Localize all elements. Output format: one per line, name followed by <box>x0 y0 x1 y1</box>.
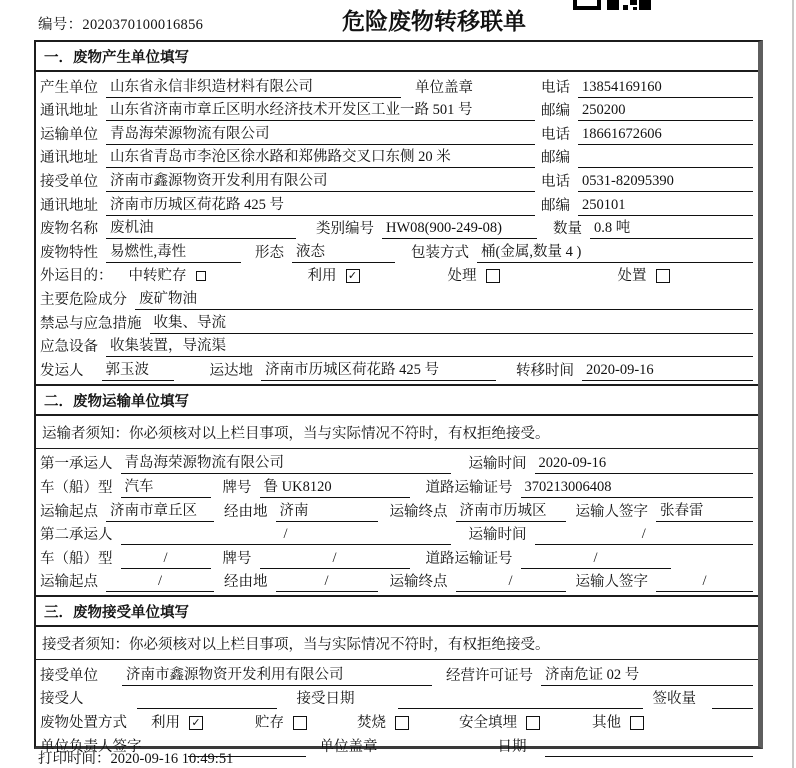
field-label: 运输单位 <box>40 126 98 143</box>
field-value <box>137 690 277 709</box>
field-value: / <box>656 572 753 592</box>
field-label: 通讯地址 <box>40 103 98 120</box>
field-value: 山东省永信非织造材料有限公司 <box>106 78 401 98</box>
field-label: 日期 <box>497 738 527 755</box>
field-value: 2020-09-16 <box>535 454 754 474</box>
checkbox-item <box>151 714 203 733</box>
field-value: / <box>121 525 451 545</box>
field-label: 转移时间 <box>516 362 574 379</box>
field-label: 车（船）型 <box>40 550 113 567</box>
checkbox-unchecked-icon <box>395 716 409 730</box>
form-row <box>40 310 753 334</box>
field-label: 邮编 <box>541 103 570 120</box>
field-value: 汽车 <box>121 478 211 498</box>
form-section-1 <box>36 42 758 384</box>
doc-number-label: 编号： <box>38 17 83 33</box>
field-value: 济南市鑫源物资开发利用有限公司 <box>106 172 535 192</box>
page-title: 危险废物转移联单 <box>342 9 526 35</box>
field-label: 接受人 <box>40 691 84 708</box>
field-value: 370213006408 <box>521 478 754 498</box>
field-label: 单位负责人签字 <box>40 738 142 755</box>
field-value: 济南市历城区荷花路 425 号 <box>261 361 496 381</box>
form-row <box>40 192 753 216</box>
checkbox-label: 处理 <box>447 268 477 285</box>
field-label: 运输终点 <box>389 574 448 591</box>
field-value: 液态 <box>292 243 395 263</box>
field-value: 0.8 吨 <box>590 219 753 239</box>
field-label: 产生单位 <box>40 79 98 96</box>
field-label: 包装方式 <box>411 244 469 261</box>
form-section-2 <box>36 384 758 596</box>
form-row <box>40 98 753 122</box>
checkbox-label: 其他 <box>592 715 621 732</box>
row-left <box>40 172 541 192</box>
field-value: 济南市章丘区 <box>106 502 214 522</box>
form-table <box>34 40 763 755</box>
field-label: 类别编号 <box>316 221 374 238</box>
field-value: / <box>106 572 214 592</box>
field-value: 250200 <box>578 101 753 121</box>
field-value: 济南市历城区 <box>456 502 566 522</box>
field-label: 形态 <box>255 244 284 261</box>
field-value: 废机油 <box>106 219 296 239</box>
checkbox-unchecked-icon <box>526 716 540 730</box>
field-label: 电话 <box>541 79 570 96</box>
field-label: 运输人签字 <box>575 574 648 591</box>
doc-number-value: 2020370100016856 <box>82 17 204 33</box>
field-label: 第二承运人 <box>40 527 113 544</box>
section-body <box>36 449 758 596</box>
field-value <box>398 690 643 709</box>
field-value: 郭玉波 <box>102 361 174 381</box>
section-heading: 三．废物接受单位填写 <box>36 597 758 627</box>
field-label: 应急设备 <box>40 339 98 356</box>
form-row <box>40 686 753 710</box>
field-label: 废物处置方式 <box>40 715 127 732</box>
field-label: 邮编 <box>541 150 570 167</box>
field-label: 道路运输证号 <box>425 550 513 567</box>
field-value: 济南市历城区荷花路 425 号 <box>106 196 535 216</box>
row-left <box>40 78 541 98</box>
field-label: 接受单位 <box>40 667 98 684</box>
field-label: 经由地 <box>224 574 268 591</box>
checkbox-item <box>129 267 206 286</box>
field-label: 车（船）型 <box>40 479 113 496</box>
row-right <box>541 78 753 98</box>
form-row <box>40 545 753 569</box>
field-value: 13854169160 <box>578 78 753 98</box>
field-label: 签收量 <box>652 691 696 708</box>
field-label: 经营许可证号 <box>446 667 533 684</box>
field-value: / <box>260 549 410 569</box>
checkbox-item <box>459 714 540 733</box>
row-right <box>541 172 753 192</box>
field-label: 运输起点 <box>40 574 98 591</box>
form-row <box>40 74 753 98</box>
field-value: 2020-09-16 <box>582 361 753 381</box>
field-value: 山东省济南市章丘区明水经济技术开发区工业一路 501 号 <box>106 101 535 121</box>
field-label: 主要危险成分 <box>40 291 127 308</box>
field-label: 经由地 <box>224 503 268 520</box>
field-label: 通讯地址 <box>40 150 98 167</box>
section-body <box>36 660 758 759</box>
checkbox-item <box>308 267 360 286</box>
form-section-3 <box>36 595 758 759</box>
form-row <box>40 168 753 192</box>
form-row <box>40 286 753 310</box>
form-row <box>40 145 753 169</box>
checkbox-label: 处置 <box>617 268 647 285</box>
field-value: 青岛海荣源物流有限公司 <box>106 125 535 145</box>
field-value: 收集、导流 <box>150 314 754 334</box>
field-value: 废矿物油 <box>135 290 753 310</box>
field-label: 发运人 <box>40 362 84 379</box>
form-row <box>40 216 753 240</box>
form-row <box>40 709 753 733</box>
section-body <box>36 72 758 384</box>
field-label: 牌号 <box>222 550 252 567</box>
checkbox-checked-icon: ✓ <box>189 716 203 730</box>
field-value: 济南 <box>276 502 378 522</box>
row-left <box>40 148 541 168</box>
checkbox-unchecked-icon <box>196 271 206 281</box>
checkbox-label: 焚烧 <box>357 715 386 732</box>
field-value: 鲁 UK8120 <box>260 478 410 498</box>
form-row <box>40 569 753 593</box>
qr-code-partial-icon <box>573 0 653 10</box>
print-time-label: 打印时间： <box>38 751 111 767</box>
field-label: 废物特性 <box>40 244 98 261</box>
field-value: 250101 <box>578 196 753 216</box>
field-value: / <box>276 572 378 592</box>
checkbox-unchecked-icon <box>630 716 644 730</box>
field-value <box>578 149 753 168</box>
form-row <box>40 121 753 145</box>
field-label: 禁忌与应急措施 <box>40 315 142 332</box>
field-value: 易燃性,毒性 <box>106 243 241 263</box>
field-label: 单位盖章 <box>319 738 378 755</box>
checkbox-unchecked-icon <box>293 716 307 730</box>
row-left <box>40 196 541 216</box>
section-heading: 二．废物运输单位填写 <box>36 386 758 416</box>
field-label: 道路运输证号 <box>425 479 513 496</box>
field-label: 运输时间 <box>468 456 527 473</box>
field-value <box>545 738 754 757</box>
checkbox-item <box>255 714 307 733</box>
field-value <box>712 690 753 709</box>
section-heading: 一．废物产生单位填写 <box>36 42 758 72</box>
field-label: 运输终点 <box>389 503 448 520</box>
checkbox-item <box>357 714 409 733</box>
checkbox-item <box>448 267 500 286</box>
field-label: 电话 <box>541 173 570 190</box>
checkbox-item <box>618 267 670 286</box>
notice-row: 运输者须知：你必须核对以上栏目事项，当与实际情况不符时，有权拒绝接受。 <box>36 416 758 449</box>
row-right <box>541 149 753 168</box>
field-label: 运输人签字 <box>575 503 648 520</box>
checkbox-label: 中转贮存 <box>128 268 187 285</box>
form-row <box>40 498 753 522</box>
field-label: 外运目的： <box>40 268 113 285</box>
field-value: 收集装置，导流渠 <box>106 337 753 357</box>
field-value: 0531-82095390 <box>578 172 753 192</box>
row-right <box>541 125 753 145</box>
field-value: / <box>535 525 754 545</box>
field-value: HW08(900-249-08) <box>382 219 537 239</box>
field-label: 数量 <box>553 221 582 238</box>
form-row <box>40 662 753 686</box>
field-value: 济南危证 02 号 <box>541 666 753 686</box>
field-label: 牌号 <box>222 479 252 496</box>
field-value: 青岛海荣源物流有限公司 <box>121 454 451 474</box>
form-row <box>40 522 753 546</box>
checkbox-label: 利用 <box>307 268 337 285</box>
row-left <box>40 125 541 145</box>
field-label: 通讯地址 <box>40 197 98 214</box>
field-value: 桶(金属,数量 4 ) <box>477 243 753 263</box>
field-label: 单位盖章 <box>415 79 473 96</box>
row-right <box>541 101 753 121</box>
print-time <box>38 747 233 768</box>
checkbox-checked-icon: ✓ <box>346 269 360 283</box>
field-label: 电话 <box>541 126 570 143</box>
row-right <box>541 196 753 216</box>
field-label: 第一承运人 <box>40 456 113 473</box>
field-label: 运输起点 <box>40 503 98 520</box>
form-row <box>40 239 753 263</box>
print-time-value: 2020-09-16 10:49:51 <box>110 751 234 767</box>
checkbox-label: 利用 <box>151 715 180 732</box>
checkbox-unchecked-icon <box>486 269 500 283</box>
form-row <box>40 334 753 358</box>
checkbox-label: 安全填埋 <box>459 715 517 732</box>
checkbox-unchecked-icon <box>656 269 670 283</box>
checkbox-item <box>592 714 644 733</box>
field-value: 张春雷 <box>656 502 753 522</box>
field-value: 山东省青岛市李沧区徐水路和郑佛路交叉口东侧 20 米 <box>106 148 535 168</box>
field-label: 接受单位 <box>40 173 98 190</box>
notice-row: 接受者须知：你必须核对以上栏目事项，当与实际情况不符时，有权拒绝接受。 <box>36 627 758 660</box>
field-label: 废物名称 <box>40 221 98 238</box>
field-value: / <box>121 549 211 569</box>
checkbox-label: 贮存 <box>255 715 284 732</box>
document-header <box>0 0 796 40</box>
form-row <box>40 357 753 381</box>
form-row <box>40 474 753 498</box>
field-label: 邮编 <box>541 197 570 214</box>
page-edge-line <box>792 0 794 768</box>
field-value: 18661672606 <box>578 125 753 145</box>
field-value: 济南市鑫源物资开发利用有限公司 <box>122 666 432 686</box>
field-value: / <box>521 549 671 569</box>
row-left <box>40 101 541 121</box>
field-label: 运输时间 <box>468 527 527 544</box>
field-value: / <box>456 572 566 592</box>
form-row <box>40 263 753 287</box>
field-label: 运达地 <box>209 362 253 379</box>
field-label: 接受日期 <box>296 691 355 708</box>
form-row <box>40 451 753 475</box>
